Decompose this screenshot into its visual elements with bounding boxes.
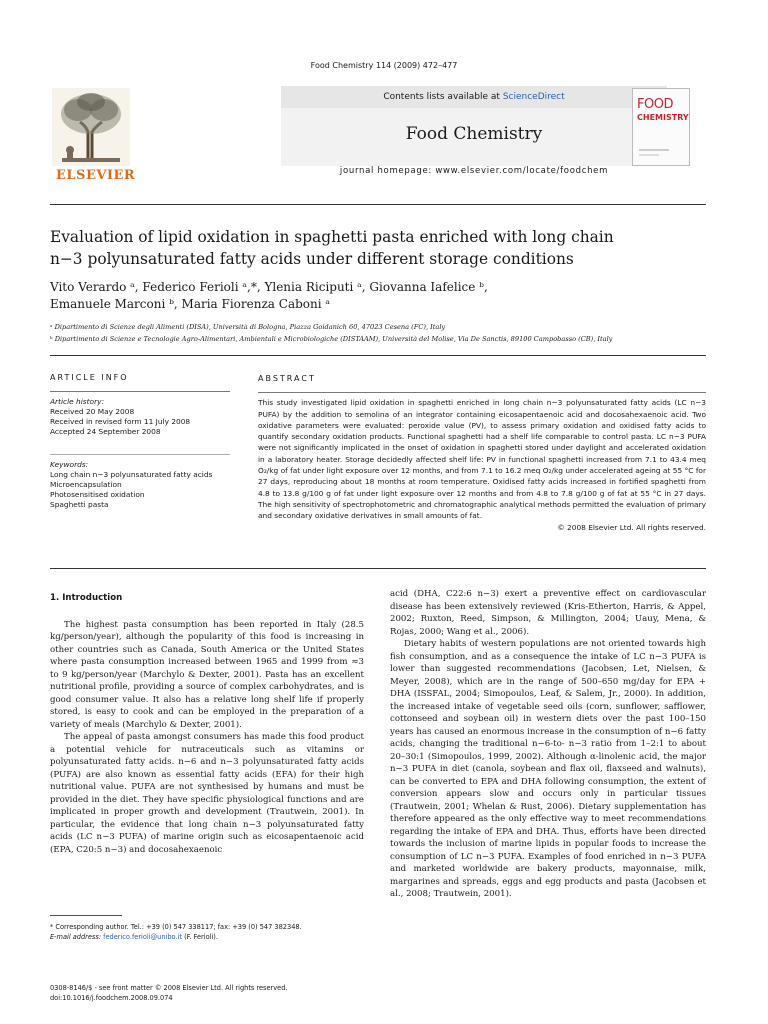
footnote — [50, 922, 370, 942]
body-column-left — [50, 592, 364, 856]
authors-line2: Emanuele Marconi ᵇ, Maria Fiorenza Caboni ᵃ — [50, 297, 331, 311]
authors-line1: Vito Verardo ᵃ, Federico Ferioli ᵃ,*, Ylenia Riciputi ᵃ, Giovanna Iafelice ᵇ, — [50, 280, 488, 294]
history-revised: Received in revised form 11 July 2008 — [50, 417, 191, 426]
affiliation-a: ᵃ Dipartimento di Scienze degli Alimenti (DISA), Università di Bologna, Piazza Goidanich 60, 47023 Cesena (FC), Italy — [50, 323, 446, 331]
body-paragraph: acid (DHA, C22:6 n−3) exert a preventive effect on cardiovascular disease has been extensively reviewed (Kris-Etherton, Harris, & Appel, 2002; Ruxton, Reed, Simpson, & Millington, 2004; Uauy, Mena, & Rojas, 2000; Wang et al., 2006). — [390, 589, 706, 637]
article-title-line1: Evaluation of lipid oxidation in spaghetti pasta enriched with long chain — [50, 228, 614, 246]
keyword-item: Long chain n−3 polyunsaturated fatty acids — [50, 470, 213, 479]
affiliations — [50, 321, 710, 345]
history-accepted: Accepted 24 September 2008 — [50, 427, 161, 436]
body-paragraph: The highest pasta consumption has been reported in Italy (28.5 kg/person/year), although the popularity of this food is increasing in other countries such as Canada, South America or the United States where pasta consumption increased between 1965 and 1999 from ≈3 to 9 kg/person/year (Marchylo & Dexter, 2001). Pasta has an excellent nutritional profile, providing a source of complex carbohydrates, and is good consumer value. It also has a relative long shelf life if properly stored, is easy to cook and can be employed in the preparation of a variety of meals (Marchylo & Dexter, 2001). — [50, 619, 364, 730]
cover-food-text: FOOD — [637, 97, 673, 112]
keyword-item: Photosensitised oxidation — [50, 490, 145, 499]
article-title-line2: n−3 polyunsaturated fatty acids under different storage conditions — [50, 250, 574, 268]
email-suffix: (F. Ferioli). — [181, 933, 218, 941]
journal-title: Food Chemistry — [405, 124, 543, 144]
abstract-text: This study investigated lipid oxidation in spaghetti enriched in long chain n−3 polyunsaturated fatty acids (LC n−3 PUFA) by the addition to semolina of an integrator containing eicosapentaenoic acid and docosahexaenoic acid. Two oxidative parameters were evaluated: peroxide value (PV), to assess primary oxidation and oxidised fatty acids to quantify secondary oxidation products. Functional spaghetti had a shelf life comparable to control pasta. LC n−3 PUFA were not significantly implicated in the onset of oxidation in spaghetti stored under daylight and accelerated oxidation in a laboratory heater. Storage decidedly affected shelf life: PV in functional spaghetti increased from 7.1 to 43.4 meq O₂/kg of fat under light exposure over 12 months, and from 7.1 to 16.2 meq O₂/kg under accelerated ageing at 55 °C for 27 days, reproducing about 18 months at room temperature. Oxidised fatty acids increased in fortified spaghetti from 4.8 to 13.8 g/100 g of fat under light exposure over 12 months and from 4.8 to 7.8 g/100 g of fat at 55 °C in 27 days. The high sensitivity of spectrophotometric and chromatographic analytical methods permitted the evaluation of primary and secondary oxidative derivatives in small amounts of fat. — [258, 398, 706, 521]
body-paragraph: Dietary habits of western populations are not oriented towards high fish consumption, and as a consequence the intake of LC n−3 PUFA is lower than suggested recommendations (Jacobsen, Let, Nielsen, & Meyer, 2008), which are in the range of 500–650 mg/day for EPA + DHA (ISSFAL, 2004; Simopoulos, Leaf, & Salem, Jr., 2000). In addition, the increased intake of vegetable seed oils (corn, sunflower, safflower, cottonseed and soybean oil) in western diets over the past 100–150 years has caused an enormous increase in the consumption of n−6 fatty acids, changing the traditional n−6-to- n−3 ratio from 1–2:1 to about 20–30:1 (Simopoulos, 1999, 2002). Although α-linolenic acid, the major n−3 PUFA in diet (canola, soybean and flax oil, flaxseed and walnuts), can be converted to EPA and DHA following consumption, the extent of conversion appears slow and occurs only in particular tissues (Trautwein, 2001; Whelan & Rust, 2006). Dietary supplementation has therefore appeared as the only effective way to meet recommendations regarding the intake of EPA and DHA. Thus, efforts have been directed towards the inclusion of marine lipids in popular foods to increase the consumption of LC n−3 PUFA. Examples of food enriched in n−3 PUFA and marketed worldwide are bakery products, mayonnaise, milk, margarines and spreads, eggs and egg products and pasta (Jacobsen et al., 2008; Trautwein, 2001). — [390, 639, 706, 899]
journal-masthead — [50, 86, 706, 188]
affiliation-b: ᵇ Dipartimento di Scienze e Tecnologie Agro-Alimentari, Ambientali e Microbiologiche (DISTAAM), Università del Molise, Via De Sanctis, 89100 Campobasso (CB), Italy — [50, 335, 613, 343]
email-label: E-mail address: — [50, 933, 104, 941]
masthead-rule — [50, 204, 706, 205]
section-heading-introduction: 1. Introduction — [50, 593, 123, 603]
elsevier-tree-logo — [52, 88, 136, 183]
body-column-right — [390, 588, 706, 901]
abstract-copyright: © 2008 Elsevier Ltd. All rights reserved. — [557, 522, 706, 532]
journal-cover-thumbnail — [632, 88, 690, 166]
sciencedirect-link[interactable]: ScienceDirect — [502, 92, 565, 102]
journal-homepage[interactable]: journal homepage: www.elsevier.com/locate/foodchem — [339, 166, 609, 176]
cover-chemistry-text: CHEMISTRY — [637, 113, 689, 122]
bottom-meta — [50, 983, 380, 1003]
body-paragraph: The appeal of pasta amongst consumers has made this food product a potential vehicle for nutraceuticals such as vitamins or polyunsaturated fatty acids. n−6 and n−3 polyunsaturated fatty acids (PUFA) are also known as essential fatty acids (EFA) for their high nutritional value. PUFA are not synthesised by humans and must be provided in the diet. They have specific physiological functions and are implicated in proper growth and development (Trautwein, 2001). In particular, the evidence that long chain n−3 polyunsaturated fatty acids (LC n−3 PUFA) of marine origin such as eicosapentaenoic acid (EPA, C20:5 n−3) and docosahexaenoic — [50, 732, 364, 855]
corresponding-author: * Corresponding author. Tel.: +39 (0) 547 338117; fax: +39 (0) 547 382348. — [50, 923, 302, 931]
article-history-label: Article history: — [50, 397, 104, 406]
keyword-item: Microencapsulation — [50, 480, 122, 489]
keywords-label: Keywords: — [50, 460, 89, 469]
affiliation-rule — [50, 355, 706, 356]
doi-line[interactable]: doi:10.1016/j.foodchem.2008.09.074 — [50, 994, 173, 1002]
abstract-rule — [50, 568, 706, 569]
author-list — [50, 279, 700, 313]
running-header: Food Chemistry 114 (2009) 472–477 — [310, 61, 458, 70]
article-info-panel — [50, 373, 230, 510]
abstract-heading: ABSTRACT — [258, 374, 316, 383]
email-link[interactable]: federico.ferioli@unibo.it — [103, 933, 182, 941]
keyword-item: Spaghetti pasta — [50, 500, 109, 509]
abstract-panel — [258, 373, 706, 533]
contents-prefix: Contents lists available at — [383, 92, 503, 102]
contents-line — [281, 92, 667, 102]
issn-line: 0308-8146/$ - see front matter © 2008 Elsevier Ltd. All rights reserved. — [50, 984, 288, 992]
article-info-heading: ARTICLE INFO — [50, 373, 129, 382]
history-received: Received 20 May 2008 — [50, 407, 135, 416]
elsevier-wordmark: ELSEVIER — [56, 168, 136, 183]
footnote-rule — [50, 915, 122, 916]
article-title — [50, 226, 700, 270]
